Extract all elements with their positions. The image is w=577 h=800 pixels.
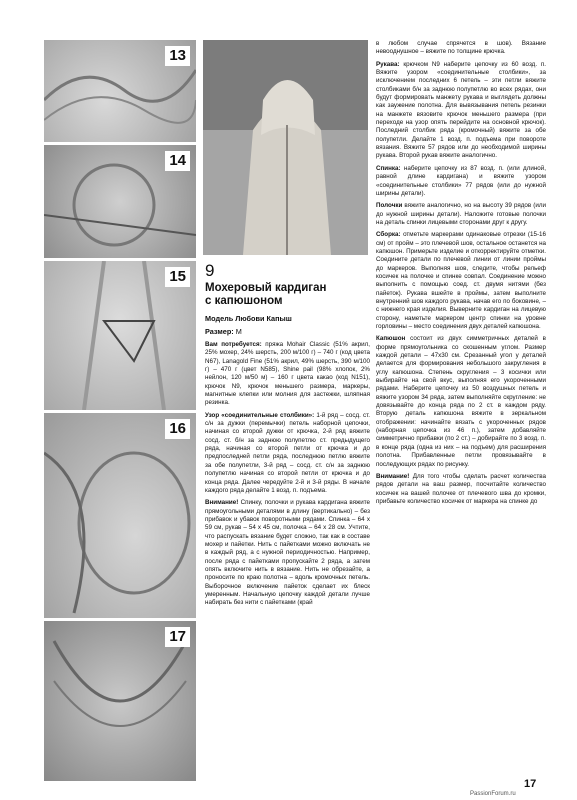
article-size: Размер: М [205,327,242,336]
model-photo [203,40,368,255]
page-number: 17 [524,778,537,790]
article-column-left [205,262,370,612]
article-author: Модель Любови Капыш [205,314,292,323]
photo-16 [44,413,196,621]
paragraph-materials: Вам потребуется: пряжа Mohair Classic (51% акрил, 25% мохер, 24% шерсть, 200 м/100 г) – 740 г (код цвета N67), Lanagold Fine (51% акрил, 49% шерсть, 390 м/100 г) – 470 г (цвет N585), Shine pail (98% хлопок, 2% нейлон, 120 м/50 м) – 160 г цвета какао (код N151), крючок N9, крючок меньшего размера, маркеры, магнитные клепки или молния для застежки, шляпная резинка. [205,341,370,407]
photo-number: 15 [165,267,190,287]
paragraph-continuation: в любом случае спрячется в шов). Вязание невооднушное – вяжите по толщине крючка. [376,40,546,56]
paragraph-back: Спинка: наберите цепочку из 87 возд. п. (или длиной, равной длине кардигана) и вяжите узором «соединительные столбики» 77 рядов (или до нужной ширины детали). [376,164,546,197]
photo-number: 17 [165,627,190,647]
paragraph-fronts: Полочки вяжите аналогично, но на высоту 39 рядов (или до нужной ширины детали). Наложите готовые полочки на деталь спинки лицевыми сторонами друг к другу. [376,202,546,226]
paragraph-pattern: Узор «соединительные столбики»: 1-й ряд – сосд. ст. с/н за дужки (перемычки) петель наборной цепочки, начиная со второй дужки от крючка, 2-й ряд вяжите сосд. ст. б/н за заднюю полупетлю ст. предыдущего ряда, начиная со второй петли от крючка и до предпоследней петли ряда, последнюю петлю вяжите за обе полупетли, 3-й ряд – сосд. ст. с/н за заднюю полупетлю начиная со второй петли от крючка и до конца ряда. Далее чередуйте 2-й и 3-й ряды. В начале каждого ряда делайте 1 возд. п. подъема. [205,411,371,494]
paragraph-hood: Капюшон состоит из двух симметричных деталей в форме прямоугольника со скошенным углом. Размер каждой детали – 47х30 см. Срезанный угол у деталей делается для формирования небольшого закругления в углу капюшона. Степень скругления – 3 косички или выбирайте на свой вкус, выполняя его укороченными рядами. Наберите цепочку из 50 воздушных петель и вяжите узором 34 ряда, затем выполняйте скругление: не довязывайте до конца ряда по 2 ст. в каждом ряду. Вторую деталь капюшона вяжите в зеркальном отображении: начинайте вязать с укороченных рядов (наборная цепочка из 46 п.), затем добавляйте симметрично прибавки (по 2 ст.) – добирайте по 3 возд. п. в конце ряда (одна из них – на подъем) для расширения полотна. Прибавленные петли провязывайте в последующих рядах по рисунку. [376,335,546,468]
photo-number: 13 [165,46,190,66]
photo-number: 14 [165,151,190,171]
knit-texture-image [44,413,196,618]
photo-14 [44,145,196,261]
photo-13 [44,40,196,145]
paragraph-attention: Внимание! Спинку, полочки и рукава кардигана вяжите прямоугольными деталями в длину (вертикально) – без прибавок и убавок поворотными рядами. Спинка – 64 х 59 см, рукав – 54 х 45 см, полочка – 64 х 28 см. Учтите, что распускать вязание будет сложно, так как в составе мохер и пайетки. Нить с пайетками можно включать не в каждый ряд, а с нужной периодичностью. Например, после ряда с пайетками пропускайте 2 ряда, а затем опять включите нить в вязание. Нить не обрезайте, а проносите по краю полотна – вдоль кромочных петель. Выборочное включение пайеток сделает их блеск умеренным. Начальную цепочку каждой детали лучше набирать без нити с пайетками (край [205,499,370,607]
paragraph-attention-2: Внимание! Для того чтобы сделать расчет количества рядов детали на ваш размер, посчитайте количество косичек на вашей полочке от плечевого шва до кромки, прибавьте количество косичек от маркера на спинке до [376,472,546,505]
source-watermark: PassionForum.ru [470,791,516,797]
model-in-cardigan-image [203,40,368,255]
photo-15 [44,261,196,413]
paragraph-assembly: Сборка: отметьте маркерами одинаковые отрезки (15-16 см) от пройм – это плечевой шов, остальное останется на капюшон. Примерьте изделие и откорректируйте отметки. Соедините детали по плечевой линии от линии проймы до маркеров. Выполняя шов, следите, чтобы рельеф косичек на полочке и спинке совпал. Соединение можно выполнить с помощью соед. ст. двумя нитями (без пайеток). Рукава вшейте в проймы, затем выполните внутренний шов каждого рукава, начав его по боковине, – с нижнего края изделия. Выверните кардиган на лицевую сторону, наметьте маркером центр спинки на уровне горловины – место соединения двух деталей капюшона. [376,231,546,330]
photo-17 [44,621,196,784]
article-column-right [376,40,546,510]
section-number: 9 [205,261,215,280]
article-title: Мохеровый кардиган с капюшоном [205,282,327,307]
photo-number: 16 [165,419,190,439]
paragraph-sleeves: Рукава: крючком N9 наберите цепочку из 60 возд. п. Вяжите узором «соединительные столбики», за исключением последних 6 петель – эти петли вяжите столбиками б/н за заднюю полупетлю во всех рядах, они будут формировать манжету рукава и выглядеть должны как заужение полотна. Для вывязывания петель резинки на манжете вязовите крючок меньшего размера (при переходе на узор опять перейдите на основной крючок). Последний столбик ряда (кромочный) вяжите за обе полупетли. Делайте 1 возд. п. подъема при повороте вязания. Вяжите 57 рядов или до необходимой ширины рукава. Второй рукав вяжите аналогично. [376,60,546,160]
